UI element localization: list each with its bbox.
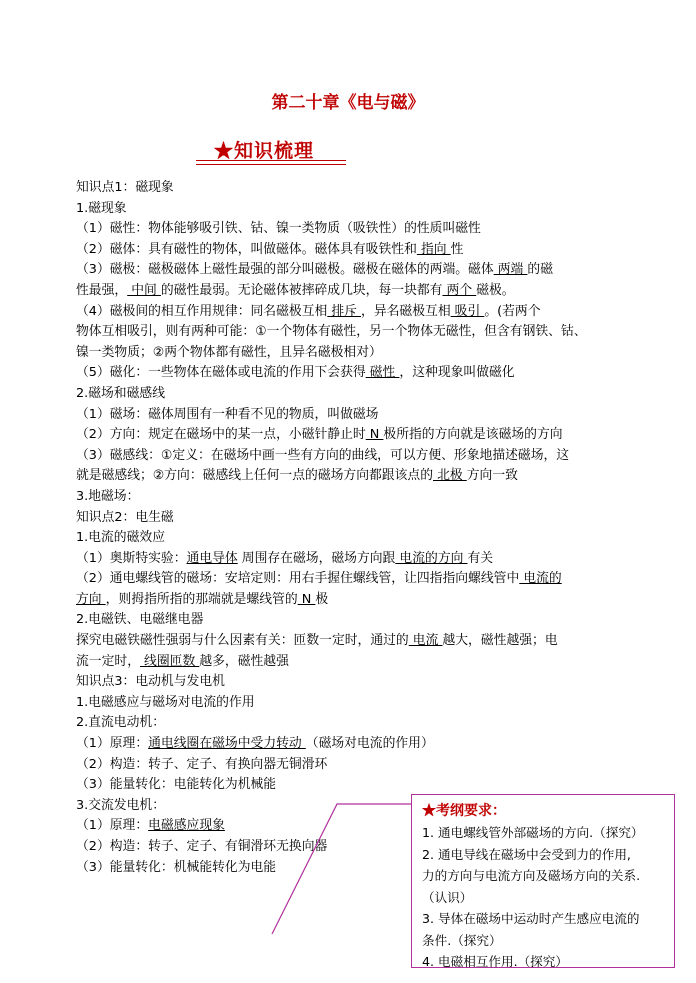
exam-requirement-item: 3. 导体在磁场中运动时产生感应电流的: [422, 911, 640, 926]
text-segment: （2）方向：规定在磁场中的某一点，小磁针静止时: [76, 427, 366, 443]
text-line: [76, 446, 626, 467]
fill-in-answer: 排斥: [327, 303, 362, 319]
text-segment: 2.磁场和磁感线: [76, 385, 165, 401]
exam-requirement-item: 4. 电磁相互作用.（探究）: [422, 954, 568, 969]
text-line: [76, 713, 626, 734]
text-segment: ，这种现象叫做磁化: [399, 365, 515, 381]
chapter-title: 第二十章《电与磁》: [271, 93, 425, 113]
text-segment: （3）磁极：磁极磁体上磁性最强的部分叫磁极。磁极在磁体的两端。磁体: [76, 262, 494, 278]
text-line: [76, 487, 626, 508]
text-segment: 就是磁感线；②方向：磁感线上任何一点的磁场方向都跟该点的: [76, 468, 433, 484]
fill-in-answer: 磁性: [365, 365, 400, 381]
text-segment: 探究电磁铁磁性强弱与什么因素有关：匝数一定时，通过的: [76, 633, 409, 649]
section-underline: [196, 160, 346, 161]
fill-in-answer: 两个: [442, 282, 477, 298]
text-line: [76, 384, 626, 405]
text-segment: （3）磁感线：①定义：在磁场中画一些有方向的曲线，可以方便、形象地描述磁场，这: [76, 447, 570, 463]
fill-in-answer: 指向: [416, 241, 451, 257]
exam-requirement-item: 力的方向与电流方向及磁场方向的关系.: [422, 868, 641, 883]
text-segment: 物体互相吸引，则有两种可能：①一个物体有磁性，另一个物体无磁性，但含有钢铁、钴、: [76, 324, 587, 340]
text-line: [76, 528, 626, 549]
exam-requirements-list: [422, 822, 666, 973]
text-line: [76, 425, 626, 446]
text-segment: ，则拇指所指的那端就是螺线管的: [105, 591, 298, 607]
text-segment: （1）磁场：磁体周围有一种看不见的物质，叫做磁场: [76, 406, 379, 422]
text-segment: 2.直流电动机：: [76, 715, 165, 731]
text-line: [76, 466, 626, 487]
fill-in-answer: 电磁感应现象: [148, 818, 225, 834]
text-segment: 有关: [467, 550, 494, 566]
text-segment: （2）构造：转子、定子、有铜滑环无换向器: [76, 839, 328, 854]
fill-in-answer: 电流: [408, 633, 443, 649]
text-line: [76, 590, 626, 611]
text-segment: 越多，磁性越强: [199, 653, 289, 669]
fill-in-answer: 电流的方向: [395, 550, 468, 566]
text-segment: （2）通电螺线管的磁场：安培定则：用右手握住螺线管，让四指指向螺线管中: [76, 571, 520, 587]
text-line: [76, 569, 626, 590]
text-segment: 周围存在磁场，磁场方向跟: [237, 550, 396, 566]
text-segment: 方向一致: [466, 468, 518, 484]
fill-in-answer: 北极: [433, 468, 467, 484]
fill-in-answer: 通电线圈在磁场中受力转动: [148, 736, 306, 752]
text-line: [76, 652, 626, 673]
fill-in-answer: 通电导体: [186, 550, 238, 566]
text-line: [76, 199, 626, 220]
fill-in-answer: 电流的: [519, 571, 562, 587]
text-segment: （2）磁体：具有磁性的物体，叫做磁体。磁体具有吸铁性和: [76, 241, 417, 257]
text-segment: 的磁性最弱。无论磁体被摔碎成几块，每一块都有: [160, 282, 443, 298]
text-line: [76, 734, 626, 755]
text-line: [76, 549, 626, 570]
exam-requirements-title: ★考纲要求：: [422, 803, 506, 819]
fill-in-answer: 中间: [127, 282, 161, 298]
text-line: [76, 363, 626, 384]
text-segment: （1）原理：: [76, 736, 149, 752]
text-line: [76, 631, 626, 652]
section-underline-secondary: [196, 164, 346, 165]
text-segment: 流一定时，: [76, 653, 140, 669]
knowledge-content: [76, 178, 626, 878]
exam-requirement-item: 2. 通电导线在磁场中会受到力的作用,: [422, 846, 631, 862]
text-segment: 3.交流发电机：: [76, 797, 165, 813]
text-line: [76, 775, 626, 796]
text-segment: 知识点3：电动机与发电机: [76, 674, 225, 690]
text-segment: （3）能量转化：机械能转化为电能: [76, 859, 277, 875]
text-segment: 的磁: [527, 262, 553, 278]
text-segment: （1）原理：: [76, 818, 149, 834]
text-line: [76, 693, 626, 714]
text-segment: 极: [315, 591, 329, 607]
text-segment: （3）能量转化：电能转化为机械能: [76, 777, 277, 793]
exam-requirement-item: 条件.（探究）: [422, 932, 502, 948]
text-segment: 2.电磁铁、电磁继电器: [76, 612, 204, 628]
text-segment: 1.电流的磁效应: [76, 530, 165, 546]
text-segment: 3.地磁场：: [76, 488, 140, 504]
fill-in-answer: 两端: [493, 262, 528, 278]
text-segment: 越大，磁性越强；电: [442, 633, 558, 649]
section-heading: ★知识梳理: [214, 140, 315, 162]
text-line: [76, 302, 626, 323]
text-line: [76, 260, 626, 281]
text-line: [76, 281, 626, 302]
text-line: [76, 219, 626, 240]
text-segment: （1）磁性：物体能够吸引铁、钴、镍一类物质（吸铁性）的性质叫磁性: [76, 221, 481, 237]
text-segment: 镍一类物质；②两个物体都有磁性，且异名磁极相对）: [76, 344, 382, 360]
text-segment: 。(若两个: [484, 303, 541, 319]
text-line: [76, 322, 626, 343]
text-line: [76, 405, 626, 426]
text-line: [76, 178, 626, 199]
text-segment: （2）构造：转子、定子、有换向器无铜滑环: [76, 756, 328, 772]
text-segment: 知识点2：电生磁: [76, 509, 174, 525]
text-segment: 性最强，: [76, 282, 128, 298]
exam-requirements-box: [411, 794, 675, 968]
text-line: [76, 672, 626, 693]
text-segment: ，异名磁极互相: [361, 303, 451, 319]
text-segment: （5）磁化：一些物体在磁体或电流的作用下会获得: [76, 365, 366, 381]
text-segment: 1.磁现象: [76, 200, 127, 216]
text-segment: 1.电磁感应与磁场对电流的作用: [76, 694, 255, 710]
text-line: [76, 343, 626, 364]
exam-requirement-item: （认识）: [422, 889, 473, 905]
exam-requirement-item: 1. 通电螺线管外部磁场的方向.（探究）: [422, 825, 644, 840]
fill-in-answer: N: [365, 427, 384, 443]
fill-in-answer: N: [297, 591, 316, 607]
text-line: [76, 240, 626, 261]
text-segment: 知识点1：磁现象: [76, 180, 174, 195]
text-line: [76, 508, 626, 529]
fill-in-answer: 线圈匝数: [139, 653, 200, 669]
text-segment: 性: [450, 241, 464, 257]
text-line: [76, 755, 626, 776]
text-segment: 磁极。: [476, 282, 515, 298]
text-segment: （1）奥斯特实验：: [76, 550, 187, 566]
text-segment: （磁场对电流的作用）: [305, 736, 434, 752]
text-line: [76, 610, 626, 631]
fill-in-answer: 吸引: [450, 303, 485, 319]
fill-in-answer: 方向: [76, 591, 106, 607]
text-segment: （4）磁极间的相互作用规律：同名磁极互相: [76, 303, 328, 319]
text-segment: 极所指的方向就是该磁场的方向: [383, 427, 563, 443]
